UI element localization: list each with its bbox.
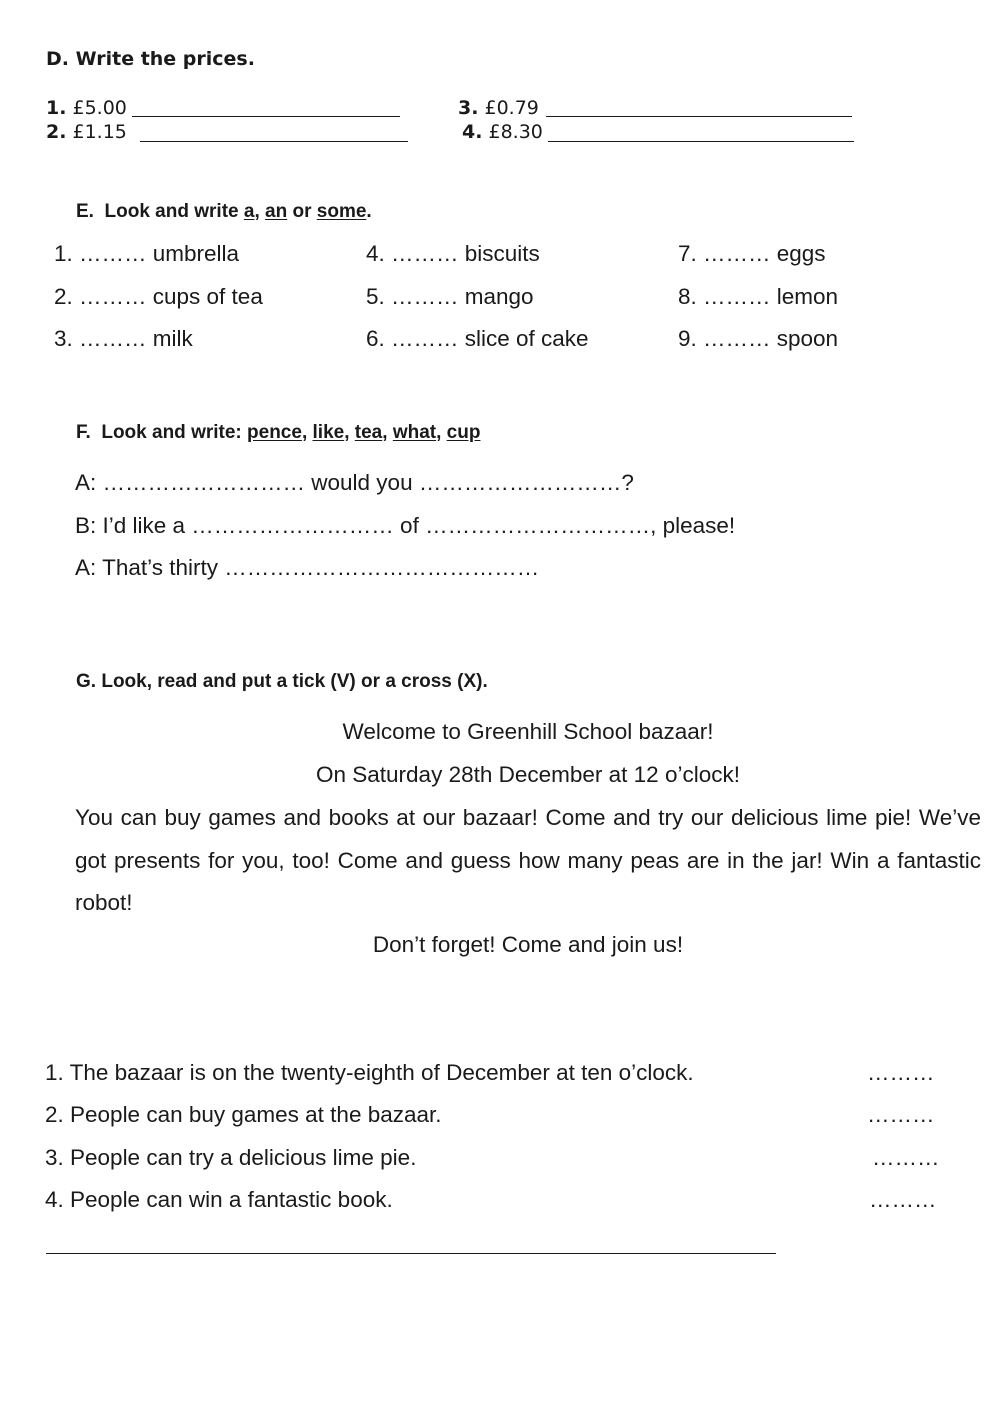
instruction-text: Look and write:: [101, 422, 242, 443]
word-a: a: [243, 201, 255, 222]
statement-1: 1. The bazaar is on the twenty-eighth of December at ten o’clock.: [45, 1060, 694, 1085]
word-cup: cup: [446, 422, 481, 443]
dialogue-line-2: B: I’d like a ……………………… of …………………………, please!: [75, 513, 736, 538]
bottom-divider: [46, 1236, 776, 1254]
dialogue-line-1: A: ……………………… would you ………………………?: [75, 470, 634, 495]
answer-line[interactable]: [132, 98, 400, 117]
price-value: £8.30: [488, 121, 543, 143]
section-g-title: G. Look, read and put a tick (V) or a cross (X).: [76, 671, 488, 692]
price-item-number: 3.: [458, 97, 479, 119]
price-item-number: 1.: [46, 97, 67, 119]
section-letter: F.: [76, 422, 91, 443]
notice-closing: Don’t forget! Come and join us!: [372, 932, 684, 957]
exercise-item-1: 1. ……… umbrella: [54, 241, 240, 266]
dialogue-line-3: A: That’s thirty ……………………………………: [75, 555, 540, 580]
price-value: £5.00: [72, 97, 127, 119]
conjunction: or: [292, 201, 312, 222]
section-d-title: D. Write the prices.: [46, 48, 255, 70]
word-some: some: [316, 201, 367, 222]
answer-line[interactable]: [548, 123, 854, 142]
word-an: an: [265, 201, 288, 222]
exercise-item-8: 8. ……… lemon: [678, 284, 839, 309]
exercise-item-5: 5. ……… mango: [366, 284, 534, 309]
price-value: £1.15: [72, 121, 127, 143]
price-item-2: [46, 121, 127, 143]
price-item-1: [46, 97, 127, 119]
word-what: what: [392, 422, 437, 443]
section-f-title: F. Look and write: pence, like, tea, what, cup: [76, 422, 481, 443]
word-like: like: [312, 422, 345, 443]
price-item-4: [462, 121, 543, 143]
instruction-text: Look and write: [104, 201, 239, 222]
word-tea: tea: [354, 422, 383, 443]
notice-heading: Welcome to Greenhill School bazaar!: [342, 719, 714, 744]
price-item-number: 2.: [46, 121, 67, 143]
statement-3: 3. People can try a delicious lime pie.: [45, 1145, 417, 1170]
exercise-item-7: 7. ……… eggs: [678, 241, 826, 266]
section-letter: E.: [76, 201, 94, 222]
notice-date: On Saturday 28th December at 12 o’clock!: [316, 762, 740, 787]
exercise-item-3: 3. ……… milk: [54, 326, 193, 351]
statement-2: 2. People can buy games at the bazaar.: [45, 1102, 442, 1127]
exercise-item-9: 9. ……… spoon: [678, 326, 839, 351]
statement-answer-blank[interactable]: ………: [867, 1102, 935, 1127]
price-item-3: [458, 97, 539, 119]
answer-line[interactable]: [140, 123, 408, 142]
exercise-item-2: 2. ……… cups of tea: [54, 284, 263, 309]
statement-4: 4. People can win a fantastic book.: [45, 1187, 393, 1212]
exercise-item-4: 4. ……… biscuits: [366, 241, 540, 266]
statement-answer-blank[interactable]: ………: [872, 1145, 940, 1170]
notice-paragraph: You can buy games and books at our bazaar! Come and try our delicious lime pie! We’ve got presents for you, too! Come and guess how many peas are in the jar! Win a fantastic robot!: [75, 805, 981, 915]
price-item-number: 4.: [462, 121, 483, 143]
statement-answer-blank[interactable]: ………: [869, 1187, 937, 1212]
exercise-item-6: 6. ……… slice of cake: [366, 326, 589, 351]
statement-answer-blank[interactable]: ………: [867, 1060, 935, 1085]
word-pence: pence: [247, 422, 302, 443]
section-e-title: E. Look and write a, an or some.: [76, 201, 372, 222]
price-value: £0.79: [484, 97, 539, 119]
answer-line[interactable]: [546, 98, 852, 117]
